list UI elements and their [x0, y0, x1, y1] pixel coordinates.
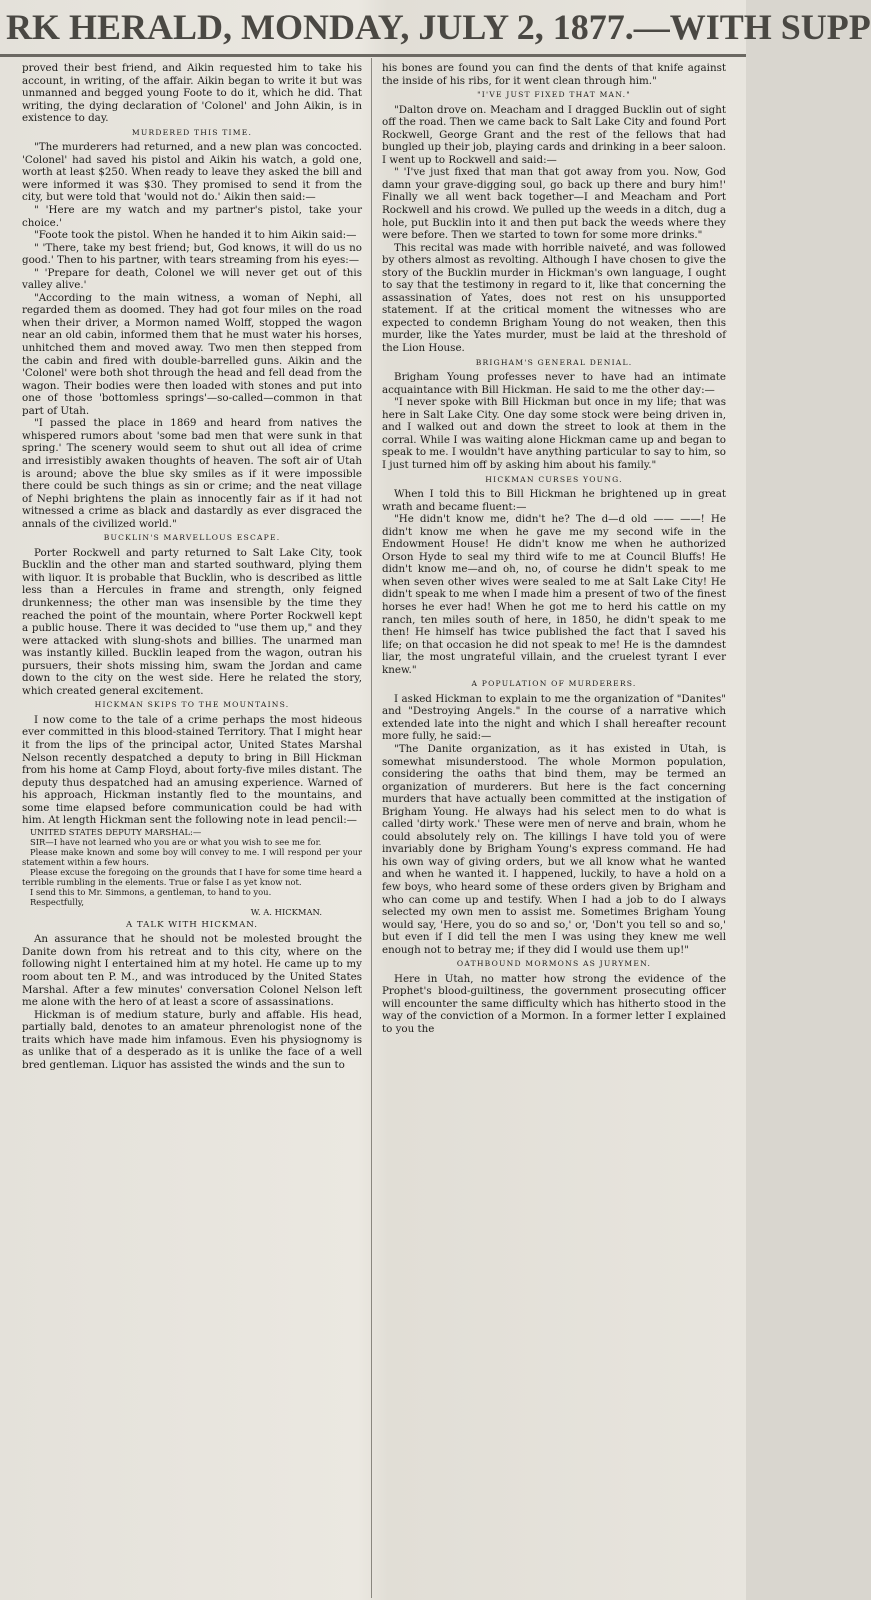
paragraph: Here in Utah, no matter how strong the evidence of the Prophet's blood-guiltiness, the government prosecuting officer will encounter the same difficulty which has hitherto stood in the way of the conviction of a Mormon. In a former letter I explained to you the — [382, 972, 726, 1036]
section-heading: A POPULATION OF MURDERERS. — [471, 679, 637, 689]
section-heading: A TALK WITH HICKMAN. — [125, 919, 259, 930]
note-line: I send this to Mr. Simmons, a gentleman, to hand to you. — [30, 886, 272, 897]
paragraph: "I never spoke with Bill Hickman but once in my life; that was here in Salt Lake City. One day some stock were being driven in, and I walked out and down the street to look at them in the corral. While I was waiting alone Hickman came up and began to speak to me. I wouldn't have anything particular to say to him, so I just turned him off by asking him about his family." — [382, 396, 726, 471]
masthead-rule — [0, 54, 746, 57]
paragraph: proved their best friend, and Aikin requested him to take his account, in writing, of the affair. Aikin began to write it but was unmanned and begged young Foote to do it, which he did. That writing, the dying declaration of 'Colonel' and John Aikin, is in existence to day. — [22, 62, 362, 125]
section-heading: BUCKLIN'S MARVELLOUS ESCAPE. — [103, 533, 281, 543]
note-line: Please excuse the foregoing on the grounds that I have for some time heard a terrible rumbling in the elements. True or false I as yet know not. — [22, 866, 362, 887]
note-line: SIR—I have not learned who you are or what you wish to see me for. — [30, 836, 322, 847]
paragraph: "Dalton drove on. Meacham and I dragged Bucklin out of sight off the road. Then we came back to Salt Lake City and found Port Rockwell, George Grant and the rest of the fellows that had bungled up their job, playing cards and drinking in a beer saloon. I went up to Rockwell and said:— — [382, 103, 726, 166]
column-left — [22, 62, 362, 1596]
column-right — [382, 62, 726, 1596]
note-close: Respectfully, — [30, 896, 85, 907]
paragraph: "The Danite organization, as it has existed in Utah, is somewhat misunderstood. The whole Mormon population, considering the oaths that bind them, may be termed an organization of murderers. But here is the fact concerning murders that have actually been committed at the instigation of Brigham Young. He always had his select men to do what is called 'dirty work.' These were men of nerve and brain, whom he could absolutely rely on. The killings I have told you of were invariably done by Brigham Young's express command. He had his own way of giving orders, but we all know what he wanted and when he wanted it. I happened, luckily, to have a hold on a few boys, who heard some of these orders given by Brigham and who can come up and testify. When I had a job to do I always selected my own men to assist me. Sometimes Brigham Young would say, 'Here, you do so and so,' or, 'Don't you tell so and so,' but even if I did tell the men I was using they knew me well enough not to betray me; if they did I would use them up!" — [382, 742, 726, 956]
paragraph: " 'Prepare for death, Colonel we will never get out of this valley alive.' — [22, 266, 362, 292]
section-heading: MURDERED THIS TIME. — [131, 127, 253, 137]
paragraph: Porter Rockwell and party returned to Salt Lake City, took Bucklin and the other man and started southward, plying them with liquor. It is probable that Bucklin, who is described as little less than a Hercules in frame and strength, only feigned drunkenness; the other man was insensible by the time they reached the point of the mountain, where Porter Rockwell kept a public house. There it was decided to "use them up," and they were attacked with slung-shots and billies. The unarmed man was instantly killed. Bucklin leaped from the wagon, outran his pursuers, their shots missing him, swam the Jordan and came down to the city on the west side. Here he related the story, which created general excitement. — [22, 546, 362, 697]
paragraph: " 'There, take my best friend; but, God knows, it will do us no good.' Then to his partner, with tears streaming from his eyes:— — [22, 241, 362, 267]
paragraph: "The murderers had returned, and a new plan was concocted. 'Colonel' had saved his pistol and Aikin his watch, a gold one, worth at least $250. When ready to leave they asked the bill and were informed it was $30. They promised to send it from the city, but were told that 'would not do.' Aikin then said:— — [22, 141, 362, 204]
paragraph: "According to the main witness, a woman of Nephi, all regarded them as doomed. They had got four miles on the road when their driver, a Mormon named Wolff, stopped the wagon near an old cabin, informed them that he must water his horses, unhitched them and moved away. Two men then stepped from the cabin and fired with double-barrelled guns. Aikin and the 'Colonel' were both shot through the head and fell dead from the wagon. Their bodies were then loaded with stones and put into one of those 'bottomless springs'—so-called—common in that part of Utah. — [22, 291, 362, 417]
paragraph: " 'I've just fixed that man that got away from you. Now, God damn your grave-digging soul, go back up there and bury him!' Finally we all went back together—I and Meacham and Port Rockwell and his crowd. We pulled up the weeds in a ditch, dug a hole, put Bucklin into it and then put back the weeds where they were before. Then we started to town for some more drinks." — [382, 166, 726, 242]
paragraph: Brigham Young professes never to have had an intimate acquaintance with Bill Hickman. He said to me the other day:— — [382, 371, 726, 396]
section-heading: HICKMAN SKIPS TO THE MOUNTAINS. — [94, 700, 290, 710]
paragraph: " 'Here are my watch and my partner's pistol, take your choice.' — [22, 204, 362, 229]
paragraph: Hickman is of medium stature, burly and affable. His head, partially bald, denotes to an amateur phrenologist none of the traits which have made him infamous. Even his physiognomy is as unlike that of a desperado as it is unlike the face of a well bred gentleman. Liquor has assisted the winds and the sun to — [22, 1008, 362, 1071]
paragraph: I now come to the tale of a crime perhaps the most hideous ever committed in this blood-stained Territory. That I might hear it from the lips of the principal actor, United States Marshal Nelson recently despatched a deputy to bring in Bill Hickman from his home at Camp Floyd, about forty-five miles distant. The deputy thus despatched had an amusing experience. Warned of his approach, Hickman instantly fled to the mountains, and some time elapsed before communication could be had with him. At length Hickman sent the following note in lead pencil:— — [22, 713, 362, 827]
paragraph: This recital was made with horrible naiveté, and was followed by others almost as revolting. Although I have chosen to give the story of the Bucklin murder in Hickman's own language, I ought to say that the testimony in regard to it, like that concerning the assassination of Yates, does not rest on his unsupported statement. If at the critical moment the witnesses who are expected to condemn Brigham Young do not weaken, then this murder, like the Yates murder, must be laid at the threshold of the Lion House. — [382, 241, 726, 355]
note-line: Please make known and some boy will convey to me. I will respond per your statement within a few hours. — [22, 846, 362, 867]
paragraph: "Foote took the pistol. When he handed it to him Aikin said:— — [34, 229, 357, 242]
section-heading: "I'VE JUST FIXED THAT MAN." — [477, 90, 631, 100]
note-signature: W. A. HICKMAN. — [250, 906, 322, 917]
section-heading: BRIGHAM'S GENERAL DENIAL. — [475, 357, 633, 367]
paragraph: An assurance that he should not be molested brought the Danite down from his retreat and to this city, where on the following night I entertained him at my hotel. He came up to my room about ten P. M., and was introduced by the United States Marshal. After a few minutes' conversation Colonel Nelson left me alone with the hero of at least a score of assassinations. — [22, 933, 362, 1009]
note-heading: UNITED STATES DEPUTY MARSHAL:— — [30, 826, 202, 837]
paragraph: "I passed the place in 1869 and heard from natives the whispered rumors about 'some bad men that were sunk in that spring.' The scenery would seem to shut out all idea of crime and irresistibly awaken thoughts of heaven. The soft air of Utah is around; above the blue sky smiles as if it were impossible there could be such things as sin or crime; and the neat village of Nephi brightens the plain as innocently fair as if it had not witnessed a crime as black and dastardly as ever disgraced the annals of the civilized world." — [22, 417, 362, 530]
column-divider — [371, 58, 372, 1598]
paragraph: his bones are found you can find the dents of that knife against the inside of his ribs, for it went clean through him." — [382, 62, 726, 87]
section-heading: HICKMAN CURSES YOUNG. — [485, 474, 623, 484]
hickman-note — [22, 827, 362, 917]
masthead: RK HERALD, MONDAY, JULY 2, 1877.—WITH SUPP — [6, 7, 871, 47]
paragraph: "He didn't know me, didn't he? The d—d old —— ——! He didn't know me when he gave me my second wife in the Endowment House! He didn't know me when he authorized Orson Hyde to seal my third wife to me at Council Bluffs! He didn't know me—and oh, no, of course he didn't speak to me when seven other wives were sealed to me at Salt Lake City! He didn't speak to me when I made him a present of two of the finest horses he ever had! When he got me to herd his cattle on my ranch, ten miles south of here, in 1850, he didn't speak to me then! He himself has twice published the fact that I saved his life; on that occasion he did not speak to me! He is the damndest liar, the most ungrateful villain, and the cruelest tyrant I ever knew." — [382, 513, 726, 676]
section-heading: OATHBOUND MORMONS AS JURYMEN. — [456, 959, 652, 969]
paragraph: I asked Hickman to explain to me the organization of "Danites" and "Destroying Angels." In the course of a narrative which extended late into the night and which I shall hereafter recount more fully, he said:— — [382, 692, 726, 743]
paragraph: When I told this to Bill Hickman he brightened up in great wrath and became fluent:— — [382, 488, 726, 513]
